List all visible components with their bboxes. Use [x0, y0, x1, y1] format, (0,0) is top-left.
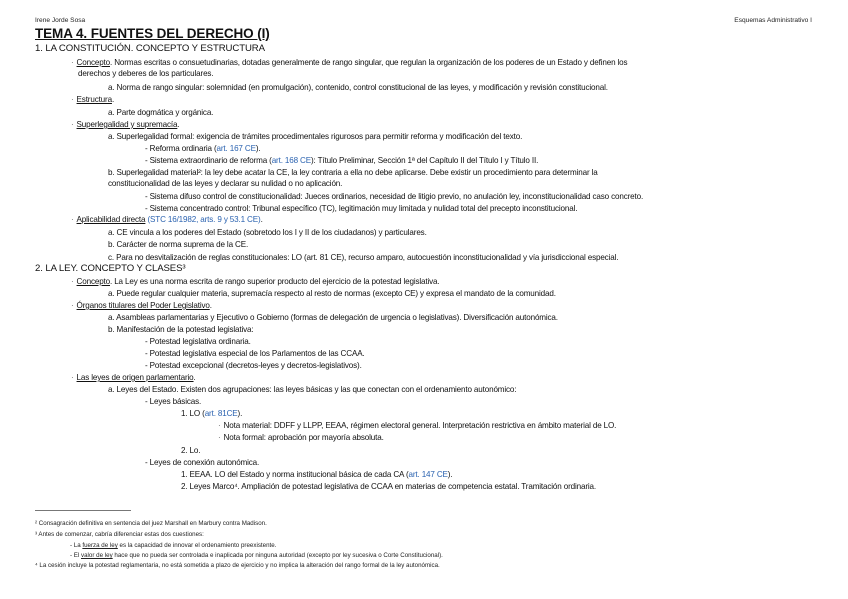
concepto-item [71, 58, 627, 68]
leyes-conexion: - Leyes de conexión autonómica. [145, 458, 260, 467]
estructura-label: Estructura [76, 95, 112, 104]
section-2-heading: 2. LA LEY. CONCEPTO Y CLASES³ [35, 263, 186, 274]
bullet-dot-icon: · [218, 433, 221, 442]
superlegalidad-label: Superlegalidad y supremacía [76, 120, 178, 129]
footnote-3-b: - El valor de ley hace que no pueda ser controlada e inaplicada por ninguna autoridad (excepto por ley sucesiva o Corte Constitucional). [70, 552, 443, 559]
reforma-ordinaria: - Reforma ordinaria (art. 167 CE). [145, 144, 261, 153]
footnote-3-a: - La fuerza de ley es la capacidad de innovar el ordenamiento preexistente. [70, 542, 277, 549]
leyes-origen-label: Las leyes de origen parlamentario [76, 373, 194, 382]
bullet-dot-icon: · [218, 421, 221, 430]
superlegalidad-item: · Superlegalidad y supremacía. [71, 120, 180, 129]
organos-label: Órganos titulares del Poder Legislativo [76, 301, 210, 310]
footnote-4: ⁴ La cesión incluye la potestad reglamentaria, no está sometida a plazo de ejercicio y no implica la alteración del rango formal de la ley autonómica. [35, 562, 440, 569]
bullet-dot-icon: · [71, 120, 74, 129]
lo-2-item: 2. Lo. [181, 446, 201, 455]
estructura-sub-a: a. Parte dogmática y orgánica. [108, 108, 214, 117]
header-author: Irene Jorde Sosa [35, 17, 86, 24]
article-reference: art. 81CE [204, 409, 238, 418]
sistema-concentrado: - Sistema concentrado control: Tribunal específico (TC), legitimación muy limitada y nulidad total del precepto inconstitucional. [145, 204, 578, 213]
bullet-dot-icon: · [71, 58, 74, 67]
aplicabilidad-sub-b: b. Carácter de norma suprema de la CE. [108, 240, 249, 249]
lo-item: 1. LO (art. 81CE). [181, 409, 243, 418]
section-1-heading: 1. LA CONSTITUCIÓN. CONCEPTO Y ESTRUCTURA [35, 43, 265, 54]
concepto-text: . Normas escritas o consuetudinarias, dotadas generalmente de rango singular, que regulan la organización de los poderes de un Estado y definen los [110, 58, 628, 67]
aplicabilidad-label: Aplicabilidad directa [76, 215, 146, 224]
eeaa-item: 1. EEAA. LO del Estado y norma institucional básica de cada CA (art. 147 CE). [181, 470, 453, 479]
potestad-ordinaria: - Potestad legislativa ordinaria. [145, 337, 251, 346]
aplicabilidad-item: · Aplicabilidad directa (STC 16/1982, arts. 9 y 53.1 CE). [71, 215, 263, 224]
page-title: TEMA 4. FUENTES DEL DERECHO (I) [35, 26, 270, 41]
leyes-origen-item: · Las leyes de origen parlamentario. [71, 373, 196, 382]
nota-formal: · Nota formal: aprobación por mayoría absoluta. [218, 433, 384, 442]
bullet-dot-icon: · [71, 373, 74, 382]
superlegalidad-sub-b-cont: constitucionalidad de las leyes y declarar su nulidad o no aplicación. [108, 179, 343, 188]
potestad-especial: - Potestad legislativa especial de los Parlamentos de las CCAA. [145, 349, 365, 358]
organos-sub-a: a. Asambleas parlamentarias y Ejecutivo o Gobierno (formas de delegación de urgencia o legislativas). Diversificación autonómica. [108, 313, 558, 322]
ley-concepto-label: Concepto [76, 277, 110, 286]
concepto-sub-a: a. Norma de rango singular: solemnidad (en promulgación), contenido, control constitucional de las leyes, y modificación y revisión constitucional. [108, 83, 608, 92]
ley-concepto-item: · Concepto. La Ley es una norma escrita de rango superior producto del ejercicio de la potestad legislativa. [71, 277, 440, 286]
footnote-2: ² Consagración definitiva en sentencia del juez Marshall en Marbury contra Madison. [35, 520, 267, 527]
leyes-marco-item: 2. Leyes Marco⁴. Ampliación de potestad legislativa de CCAA en materias de competencia estatal. Tramitación ordinaria. [181, 482, 596, 491]
bullet-dot-icon: · [71, 95, 74, 104]
aplicabilidad-sub-c: c. Para no desvitalización de reglas constitucionales: LO (art. 81 CE), recurso amparo, autocuestión inconstitucionalidad y vía jurisdiccional especial. [108, 253, 619, 262]
superlegalidad-sub-a: a. Superlegalidad formal: exigencia de trámites procedimentales rigurosos para permitir reforma y modificación del texto. [108, 132, 523, 141]
bullet-dot-icon: · [71, 277, 74, 286]
footnote-divider [35, 510, 131, 511]
leyes-basicas: - Leyes básicas. [145, 397, 202, 406]
potestad-excepcional: - Potestad excepcional (decretos-leyes y decretos-legislativos). [145, 361, 362, 370]
concepto-text-cont: derechos y deberes de los particulares. [78, 69, 214, 78]
article-reference: art. 168 CE [271, 156, 311, 165]
organos-sub-b: b. Manifestación de la potestad legislativa: [108, 325, 254, 334]
article-reference: art. 167 CE [216, 144, 256, 153]
reforma-extraordinaria: - Sistema extraordinario de reforma (art. 168 CE): Título Preliminar, Sección 1ª del Capítulo II del Título I y Título II. [145, 156, 539, 165]
nota-material: · Nota material: DDFF y LLPP, EEAA, régimen electoral general. Interpretación restrictiva en ámbito material de LO. [218, 421, 617, 430]
leyes-origen-sub-a: a. Leyes del Estado. Existen dos agrupaciones: las leyes básicas y las que conectan con el ordenamiento autonómico: [108, 385, 517, 394]
superlegalidad-sub-b: b. Superlegalidad material²: la ley debe acatar la CE, la ley contraria a ella no debe aplicarse. Debe existir un procedimiento para determinar la [108, 168, 598, 177]
article-reference: art. 147 CE [408, 470, 448, 479]
estructura-item: · Estructura. [71, 95, 115, 104]
bullet-dot-icon: · [71, 215, 74, 224]
aplicabilidad-sub-a: a. CE vincula a los poderes del Estado (sobretodo los I y II de los ciudadanos) y particulares. [108, 228, 427, 237]
bullet-dot-icon: · [71, 301, 74, 310]
footnote-3: ³ Antes de comenzar, cabría diferenciar estas dos cuestiones: [35, 531, 204, 538]
concepto-label: Concepto [76, 58, 110, 67]
ley-concepto-sub-a: a. Puede regular cualquier materia, supremacía respecto al resto de normas (excepto CE) y expresa el mandato de la comunidad. [108, 289, 556, 298]
sistema-difuso: - Sistema difuso control de constitucionalidad: Jueces ordinarios, necesidad de litigio previo, no anulación ley, inconstitucionalidad caso concreto. [145, 192, 644, 201]
header-course: Esquemas Administrativo I [734, 17, 812, 24]
article-reference: (STC 16/1982, arts. 9 y 53.1 CE) [145, 215, 261, 224]
organos-item: · Órganos titulares del Poder Legislativo. [71, 301, 212, 310]
